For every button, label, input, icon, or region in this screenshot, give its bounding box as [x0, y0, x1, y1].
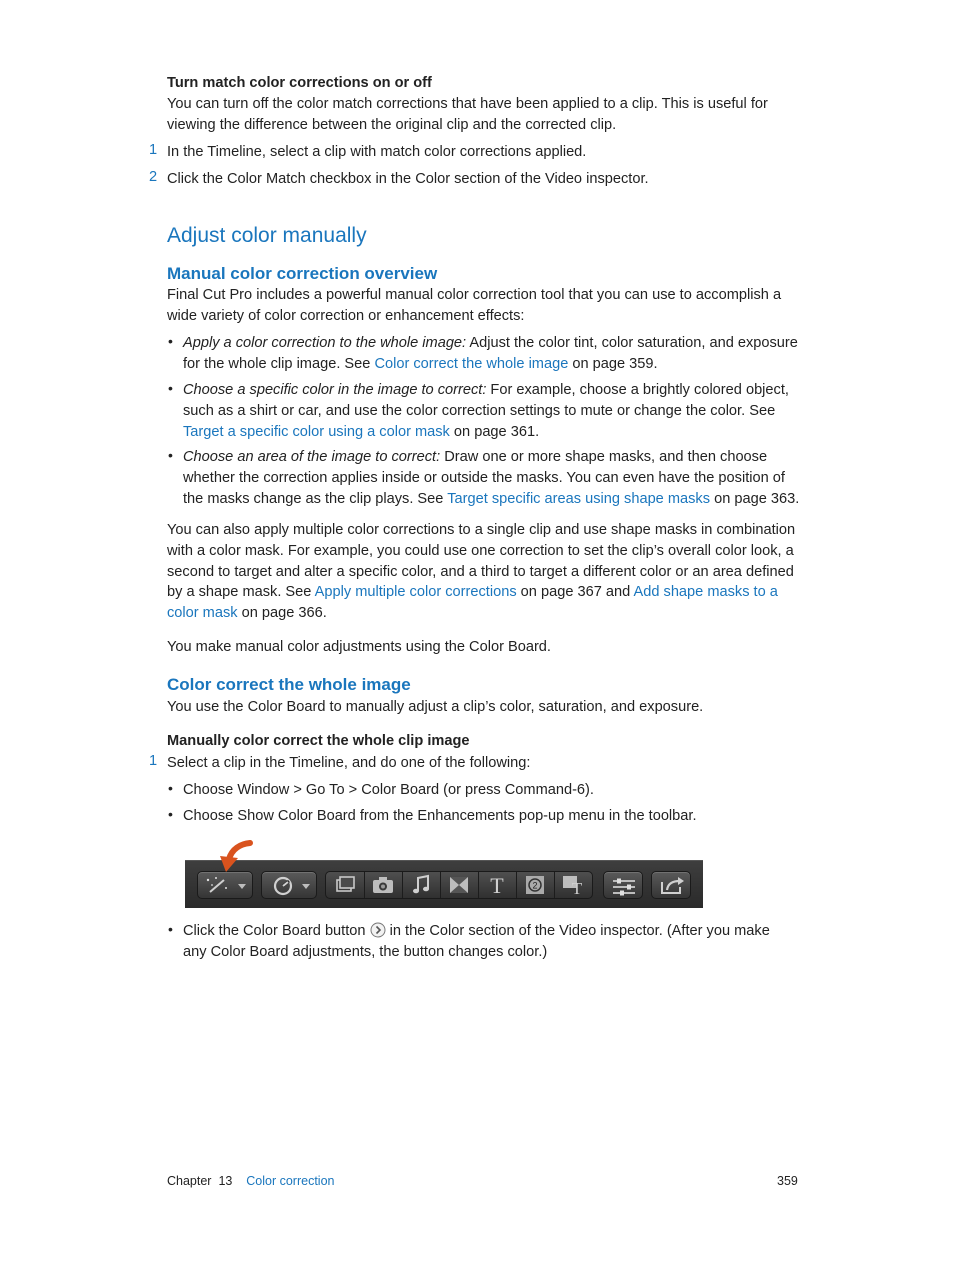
inspector-button[interactable]: [603, 871, 643, 899]
bullet-mark: •: [168, 380, 173, 396]
photo-button[interactable]: [364, 872, 403, 898]
retime-button[interactable]: [261, 871, 317, 899]
bullet-mark: •: [168, 806, 173, 822]
list-item: Choose Window > Go To > Color Board (or press Command-6).: [183, 782, 594, 798]
music-icon: [402, 872, 440, 898]
task-heading-match: Turn match color corrections on or off: [167, 75, 432, 91]
color-board-button-icon: [370, 922, 386, 938]
step-number: 2: [149, 169, 158, 185]
overview-note: You make manual color adjustments using the Color Board.: [167, 639, 551, 655]
link-shape-masks[interactable]: Target specific areas using shape masks: [447, 490, 711, 507]
list-item: Choose an area of the image to correct: Draw one or more shape masks, and then choose whether the correction applies inside or outside the masks. You can even have the position of the masks change as the clip plays. See Target specific areas using shape masks on page 363.: [183, 449, 800, 507]
bullet-mark: •: [168, 333, 173, 349]
list-item: Click the Color Board button in the Color section of the Video inspector. (After you make any Color Board adjustments, the button changes color.): [183, 923, 770, 960]
footer-chapter-link[interactable]: Color correction: [246, 1174, 335, 1188]
overview-paragraph: You can also apply multiple color corrections to a single clip and use shape masks in combination with a color mask. For example, you could use one correction to set the clip’s overall color look, a second to target and alter a specific color, and a third to target a different color or an area defined by a shape mask. See Apply multiple color corrections on page 367 and Add shape masks to a color mask on page 366.: [167, 522, 796, 622]
subsection-heading: Color correct the whole image: [167, 675, 411, 694]
pointer-arrow-icon: [218, 840, 254, 874]
step-text: In the Timeline, select a clip with match color corrections applied.: [167, 144, 587, 160]
transitions-icon: [440, 872, 478, 898]
titles-icon: [478, 872, 516, 898]
transitions-button[interactable]: [440, 872, 479, 898]
photo-icon: [364, 872, 402, 898]
bullet-mark: •: [168, 780, 173, 796]
retime-icon: [262, 872, 318, 900]
match-paragraph: You can turn off the color match corrections that have been applied to a clip. This is useful for viewing the difference between the original clip and the corrected clip.: [167, 96, 768, 133]
media-browser-icon: [326, 872, 364, 898]
section-heading: Adjust color manually: [167, 224, 367, 247]
svg-text:2: 2: [532, 880, 538, 891]
share-button[interactable]: [651, 871, 691, 899]
titles-button[interactable]: [478, 872, 517, 898]
task-heading-whole: Manually color correct the whole clip image: [167, 733, 470, 749]
list-item: Choose a specific color in the image to correct: For example, choose a brightly colored object, such as a shirt or car, and use the color correction settings to mute or change the color. See Target a specific color using a color mask on page 361.: [183, 382, 789, 440]
footer-chapter-number: 13: [218, 1174, 233, 1188]
step-number: 1: [149, 142, 158, 158]
link-color-correct-whole[interactable]: Color correct the whole image: [374, 355, 569, 372]
themes-button[interactable]: [554, 872, 592, 898]
footer-chapter: [167, 1174, 334, 1188]
enhancements-wand-icon: [198, 872, 254, 900]
link-target-color-mask[interactable]: Target a specific color using a color mask: [183, 423, 450, 440]
list-item: Apply a color correction to the whole image: Adjust the color tint, color saturation, and exposure for the whole clip image. See Color correct the whole image on page 359.: [183, 335, 798, 372]
generators-button[interactable]: [516, 872, 555, 898]
media-browser-segment: [325, 871, 593, 899]
adjust-icon: [604, 872, 644, 900]
link-add-shape-masks[interactable]: Add shape masks to a color mask: [167, 584, 778, 622]
media-browser-button[interactable]: [326, 872, 365, 898]
share-icon: [652, 872, 692, 900]
toolbar-screenshot: [185, 860, 703, 908]
bullet-mark: •: [168, 921, 173, 937]
whole-image-intro: You use the Color Board to manually adjust a clip’s color, saturation, and exposure.: [167, 699, 704, 715]
link-multiple-corrections[interactable]: Apply multiple color corrections: [314, 584, 517, 601]
step-text: Select a clip in the Timeline, and do one of the following:: [167, 755, 531, 771]
footer-chapter-label: Chapter: [167, 1174, 212, 1188]
svg-text:T: T: [571, 879, 583, 898]
music-button[interactable]: [402, 872, 441, 898]
bullet-mark: •: [168, 447, 173, 463]
subsection-heading: Manual color correction overview: [167, 264, 438, 283]
svg-text:T: T: [490, 873, 504, 898]
generators-icon: [516, 872, 554, 898]
step-number: 1: [149, 753, 158, 769]
step-text: Click the Color Match checkbox in the Color section of the Video inspector.: [167, 171, 649, 187]
list-item: Choose Show Color Board from the Enhancements pop-up menu in the toolbar.: [183, 808, 697, 824]
themes-icon: [554, 872, 592, 898]
enhancements-button[interactable]: [197, 871, 253, 899]
page-number: 359: [777, 1174, 798, 1188]
overview-intro: Final Cut Pro includes a powerful manual color correction tool that you can use to accomplish a wide variety of color correction or enhancement effects:: [167, 287, 782, 324]
